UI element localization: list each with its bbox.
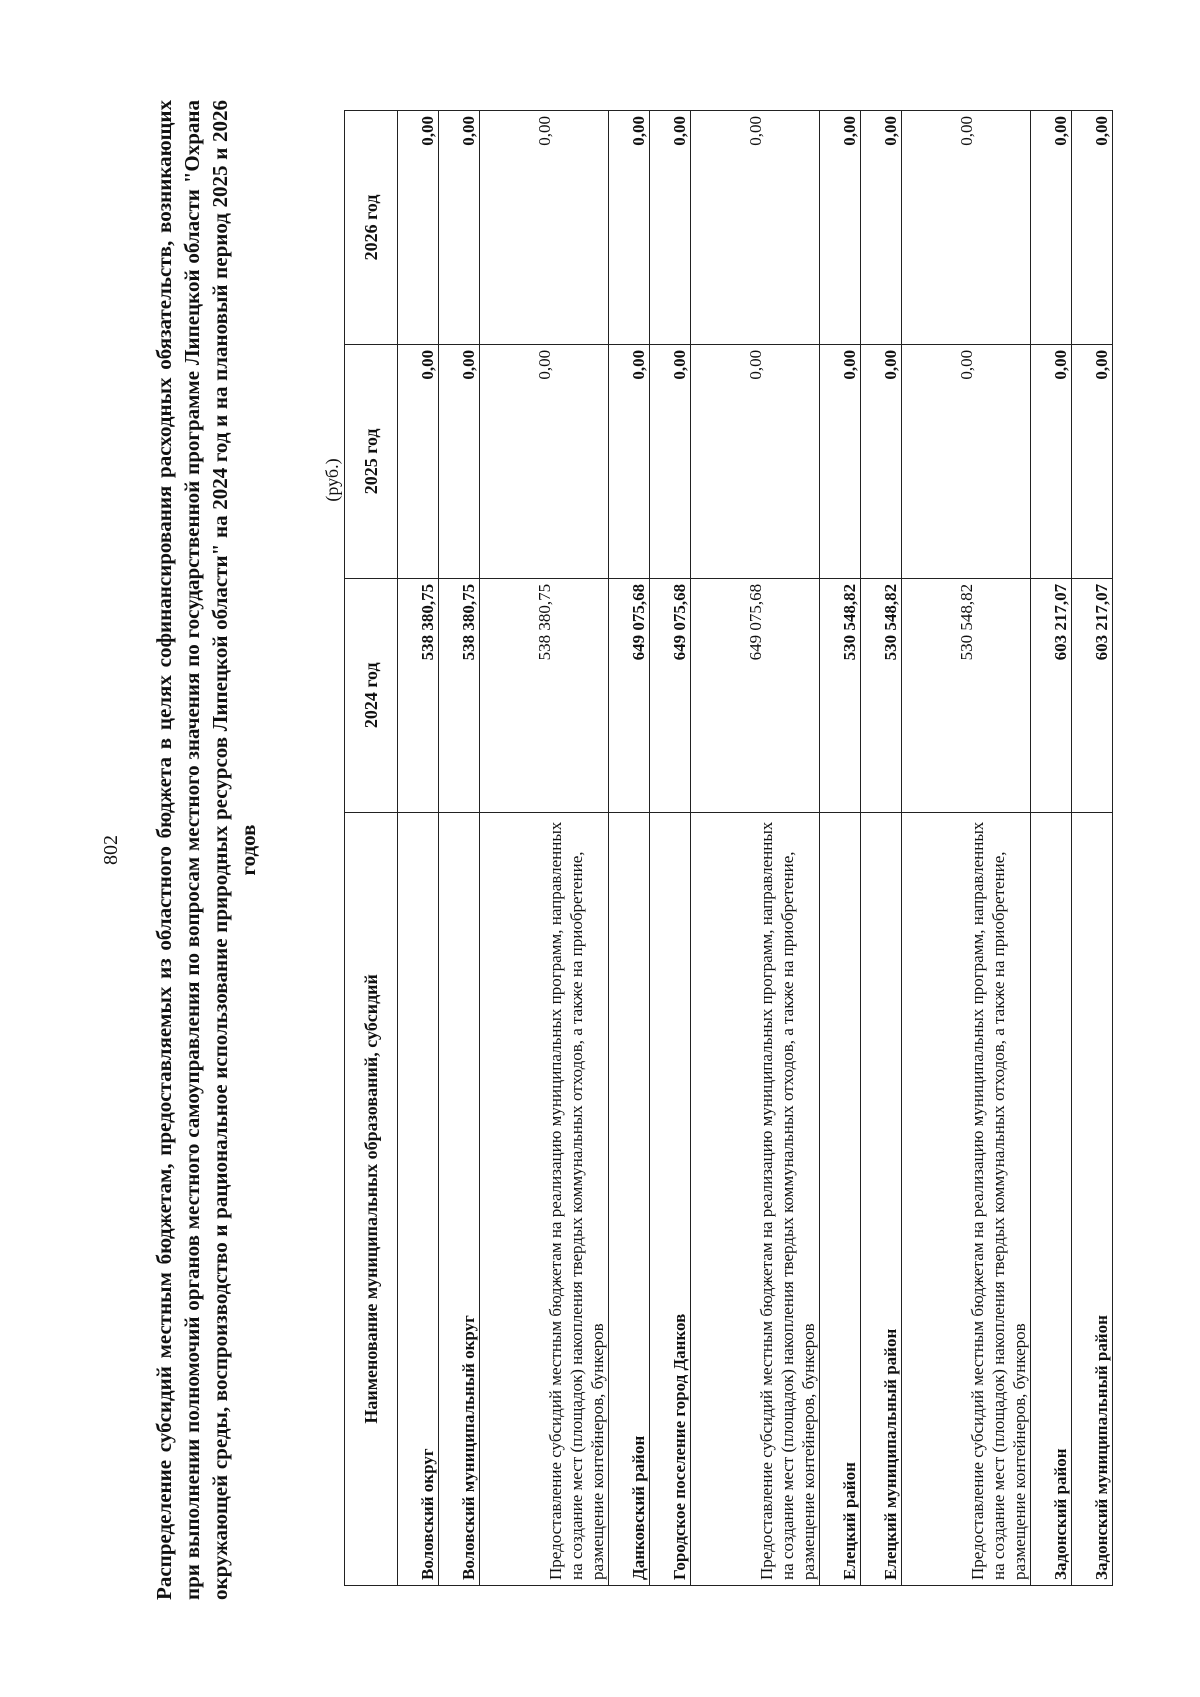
table-row — [902, 111, 1031, 1586]
row-name: Предоставление субсидий местным бюджетам на реализацию муниципальных программ, направленных на создание мест (площадок) накопления твердых коммунальных отходов, а также на приобретение, размещение контейнеров, бункеров — [902, 812, 1031, 1585]
row-2024: 530 548,82 — [902, 578, 1031, 812]
header-2026: 2026 год — [345, 111, 398, 345]
document-title: Распределение субсидий местным бюджетам, предоставляемых из областного бюджета в целях софинансирования расходных обязательств, возникающих при выполнении полномочий органов местного самоуправления по вопросам местного значения по государственной программе Липецкой области "Охрана окружающей среды, воспроизводство и рациональное использование природных ресурсов Липецкой области" на 2024 год и на плановый период 2025 и 2026 годов — [152, 100, 260, 1600]
row-2025: 0,00 — [398, 344, 439, 578]
row-2026: 0,00 — [609, 111, 650, 345]
row-2025: 0,00 — [439, 344, 480, 578]
table-header-row — [345, 111, 398, 1586]
row-2026: 0,00 — [820, 111, 861, 345]
header-name: Наименование муниципальных образований, субсидий — [345, 812, 398, 1585]
row-name: Воловский муниципальный округ — [439, 812, 480, 1585]
units-label: (руб.) — [322, 458, 342, 502]
table-row — [609, 111, 650, 1586]
page-number: 802 — [100, 835, 122, 865]
row-2024: 530 548,82 — [861, 578, 902, 812]
row-2026: 0,00 — [650, 111, 691, 345]
row-2025: 0,00 — [861, 344, 902, 578]
row-2024: 538 380,75 — [398, 578, 439, 812]
table-row — [398, 111, 439, 1586]
row-2026: 0,00 — [1031, 111, 1072, 345]
row-2026: 0,00 — [861, 111, 902, 345]
row-2026: 0,00 — [480, 111, 609, 345]
row-2025: 0,00 — [691, 344, 820, 578]
header-2025: 2025 год — [345, 344, 398, 578]
row-2024: 538 380,75 — [480, 578, 609, 812]
row-name: Задонский район — [1031, 812, 1072, 1585]
row-name: Данковский район — [609, 812, 650, 1585]
row-2026: 0,00 — [439, 111, 480, 345]
row-name: Задонский муниципальный район — [1072, 812, 1113, 1585]
row-2026: 0,00 — [902, 111, 1031, 345]
table-row — [480, 111, 609, 1586]
subsidies-table — [344, 110, 1113, 1586]
row-2026: 0,00 — [1072, 111, 1113, 345]
row-2025: 0,00 — [902, 344, 1031, 578]
row-name: Воловский округ — [398, 812, 439, 1585]
row-2025: 0,00 — [820, 344, 861, 578]
row-2024: 649 075,68 — [650, 578, 691, 812]
row-2025: 0,00 — [1031, 344, 1072, 578]
row-2024: 603 217,07 — [1031, 578, 1072, 812]
table-row — [1031, 111, 1072, 1586]
table-row — [650, 111, 691, 1586]
row-name: Елецкий муниципальный район — [861, 812, 902, 1585]
row-name: Городское поселение город Данков — [650, 812, 691, 1585]
table-row — [439, 111, 480, 1586]
table-row — [861, 111, 902, 1586]
rotated-page — [100, 80, 1200, 1620]
row-name: Предоставление субсидий местным бюджетам на реализацию муниципальных программ, направленных на создание мест (площадок) накопления твердых коммунальных отходов, а также на приобретение, размещение контейнеров, бункеров — [480, 812, 609, 1585]
row-2024: 649 075,68 — [609, 578, 650, 812]
row-2025: 0,00 — [609, 344, 650, 578]
row-name: Елецкий район — [820, 812, 861, 1585]
row-2026: 0,00 — [398, 111, 439, 345]
table-row — [691, 111, 820, 1586]
row-2024: 603 217,07 — [1072, 578, 1113, 812]
row-2025: 0,00 — [1072, 344, 1113, 578]
row-2024: 538 380,75 — [439, 578, 480, 812]
row-2024: 530 548,82 — [820, 578, 861, 812]
row-2025: 0,00 — [480, 344, 609, 578]
table-row — [1072, 111, 1113, 1586]
row-2026: 0,00 — [691, 111, 820, 345]
table-row — [820, 111, 861, 1586]
row-name: Предоставление субсидий местным бюджетам на реализацию муниципальных программ, направленных на создание мест (площадок) накопления твердых коммунальных отходов, а также на приобретение, размещение контейнеров, бункеров — [691, 812, 820, 1585]
row-2025: 0,00 — [650, 344, 691, 578]
row-2024: 649 075,68 — [691, 578, 820, 812]
header-2024: 2024 год — [345, 578, 398, 812]
